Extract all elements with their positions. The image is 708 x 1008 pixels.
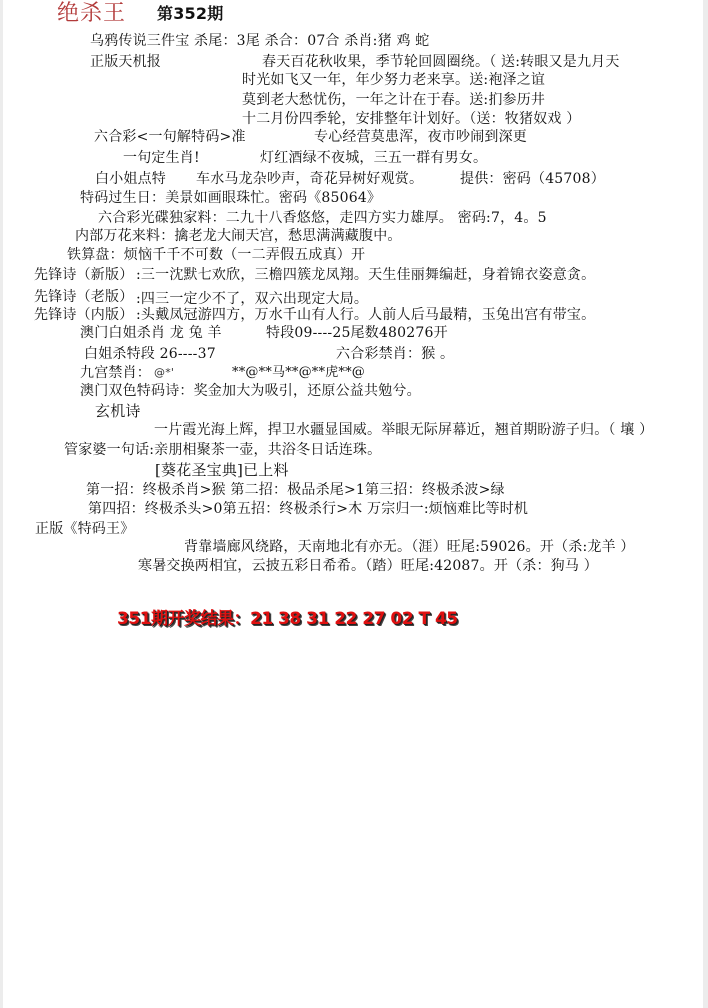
tiesuan-line: 铁算盘：烦恼千千不可数（一二弄假五成真）开: [67, 247, 366, 263]
yiju-label: 一句定生肖!: [123, 150, 200, 166]
disc-line: 六合彩光碟独家料：二九十八香悠悠，走四方实力雄厚。 密码:7，4。5: [98, 210, 547, 226]
jiugong-part-a: @*': [154, 366, 175, 379]
jiugong-part-b: **@**马**@**虎**@: [232, 365, 365, 380]
temawang-label: 正版《特码王》: [35, 521, 135, 537]
guanjia-line: 管家婆一句话:亲朋相聚茶一壶，共浴冬日话连珠。: [64, 442, 382, 458]
lhc-label: 六合彩<一句解特码>准: [94, 129, 246, 145]
tianji-line-1: 春天百花秋收果，季节轮回圆圈绕。（ 送:转眼又是九月天: [262, 54, 620, 70]
draw-result: 351期开奖结果：21 38 31 22 27 02 T 45: [117, 609, 458, 629]
xf-new-text: :三一沈默七欢欣，三檐四簇龙凤翔。天生佳丽舞编赶，身着锦衣姿意贪。: [136, 267, 596, 283]
birthday-line: 特码过生日：美景如画眼珠忙。密码《85064》: [80, 190, 382, 206]
macau-seg-line: 特段09----25尾数480276开: [266, 325, 448, 341]
tianji-label: 正版天机报: [90, 54, 161, 70]
kuihua-line: [葵花圣宝典]已上料: [155, 461, 289, 479]
xuanji-label: 玄机诗: [95, 402, 141, 420]
lhc-text: 专心经营莫患浑，夜市吵闹到深更: [314, 129, 527, 145]
page-edge-right: [703, 0, 708, 1008]
temawang-line-1: 背靠墙廊风绕路，天南地北有亦无。（涯）旺尾:59026。开（杀:龙羊 ）: [184, 539, 635, 555]
yiju-text: 灯红酒绿不夜城，三五一群有男女。: [260, 150, 488, 166]
page-edge-left: [0, 0, 3, 1008]
lhc-ban-line: 六合彩禁肖：猴 。: [336, 346, 455, 362]
tianji-line-2: 时光如飞又一年，年少努力老来享。送:袍泽之谊: [242, 72, 546, 88]
xf-new-label: 先锋诗（新版）: [34, 267, 134, 283]
xf-inner-text: :头戴凤冠游四方，万水千山有人行。人前人后马最精，玉兔出宫有带宝。: [136, 307, 596, 323]
xuanji-text: 一片霞光海上辉，捍卫水疆显国威。举眼无际屏幕近，翘首期盼游子归。（ 壤 ）: [154, 422, 654, 438]
bj-seg-line: 白姐杀特段 26----37: [84, 346, 216, 362]
brand-title: 绝杀王: [57, 1, 127, 26]
crow-kill-line: 乌鸦传说三件宝 杀尾：3尾 杀合：07合 杀肖:猪 鸡 蛇: [90, 33, 430, 49]
tianji-line-4: 十二月份四季轮，安排整年计划好。（送：牧猪奴戏 ）: [242, 111, 581, 127]
temawang-line-2: 寒暑交换两相宜，云披五彩日希希。（踏）旺尾:42087。开（杀：狗马 ）: [138, 558, 598, 574]
jiugong-label: 九宫禁肖：: [80, 365, 151, 381]
wanhua-line: 内部万花来料：擒老龙大闹天宫，愁思满满藏腹中。: [75, 228, 402, 244]
shuangse-line: 澳门双色特码诗：奖金加大为吸引，还原公益共勉兮。: [80, 383, 421, 399]
issue-number: 第352期: [157, 4, 224, 23]
zhao-line-2: 第四招：终极杀头>0第五招：终极杀行>木 万宗归一:烦恼难比等时机: [88, 501, 529, 517]
macau-bj-line: 澳门白姐杀肖 龙 兔 羊: [80, 325, 222, 341]
xf-old-label: 先锋诗（老版）: [34, 289, 134, 305]
bxj-text: 车水马龙杂吵声，奇花异树好观赏。: [196, 171, 424, 187]
bxj-code: 提供：密码（45708）: [460, 171, 605, 187]
xf-inner-label: 先锋诗（内版）: [34, 307, 134, 323]
bxj-label: 白小姐点特: [95, 171, 166, 187]
zhao-line-1: 第一招：终极杀肖>猴 第二招：极品杀尾>1第三招：终极杀波>绿: [86, 482, 505, 498]
tianji-line-3: 莫到老大愁忧伤，一年之计在于春。送:扪参历井: [242, 92, 546, 108]
xf-old-text: :四三一定少不了，双六出现定大局。: [136, 291, 369, 307]
